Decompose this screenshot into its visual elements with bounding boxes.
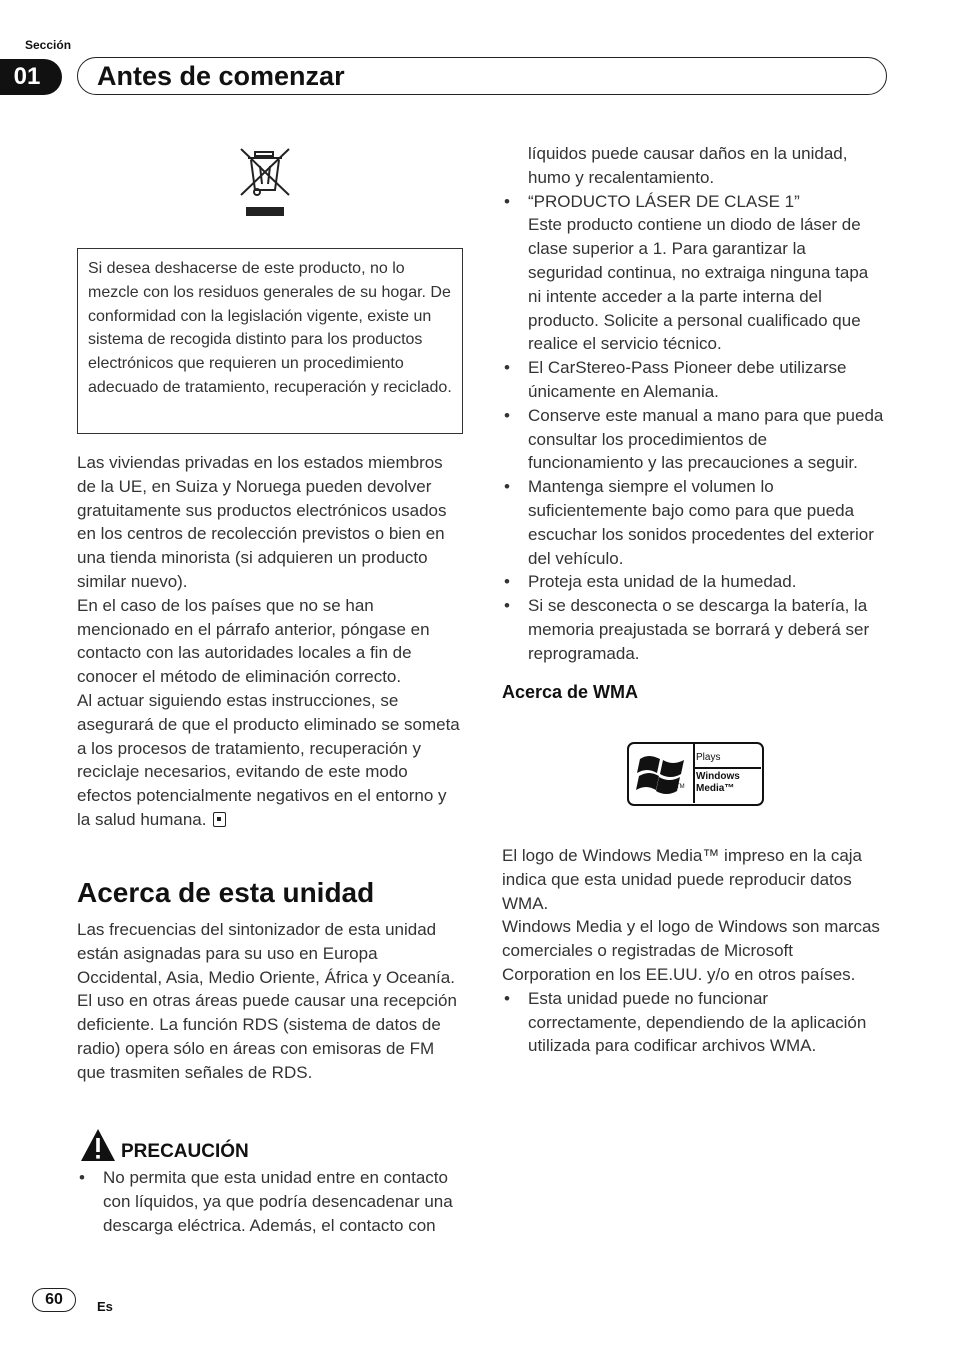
wma-bullet: • Esta unidad puede no funcionar correctamente, dependiendo de la aplicación utilizada para codificar archivos WMA. xyxy=(502,987,886,1058)
notes-list xyxy=(502,190,884,666)
list-item: • Mantenga siempre el volumen lo suficientemente bajo como para que pueda escuchar los sonidos procedentes del exterior del vehículo. xyxy=(502,475,884,570)
recycle-notice-text: Si desea deshacerse de este producto, no lo mezcle con los residuos generales de su hogar. De conformidad con la legislación vigente, existe un sistema de recogida distinto para los productos electrónicos que requieren un procedimiento adecuado de tratamiento, recuperación y reciclado. xyxy=(88,260,452,396)
section-number-badge: 01 xyxy=(0,59,62,95)
caution-block xyxy=(77,1166,467,1237)
weee-crossed-bin-icon xyxy=(238,146,292,218)
wma-paragraph-2: Windows Media y el logo de Windows son marcas comerciales o registradas de Microsoft Corporation en los EE.UU. y/o en otros países. xyxy=(502,917,880,984)
caution-bullet: • No permita que esta unidad entre en contacto con líquidos, ya que podría desencadenar una descarga eléctrica. Además, el contacto con xyxy=(77,1166,467,1237)
disposal-text-block xyxy=(77,451,463,832)
end-mark-icon xyxy=(213,812,226,827)
list-item: • Proteja esta unidad de la humedad. xyxy=(502,570,884,594)
unit-paragraph: Las frecuencias del sintonizador de esta unidad están asignadas para su uso en Europa Occidental, Asia, Medio Oriente, África y Oceanía. El uso en otras áreas puede causar una recepción deficiente. La función RDS (sistema de datos de radio) opera sólo en áreas con emisoras de FM que trasmiten señales de RDS. xyxy=(77,920,457,1082)
logo-media: Media™ xyxy=(696,783,735,794)
wma-text-block xyxy=(502,844,886,1058)
section-label: Sección xyxy=(25,38,72,52)
logo-rule xyxy=(695,767,761,769)
list-item: • El CarStereo-Pass Pioneer debe utilizarse únicamente en Alemania. xyxy=(502,356,884,404)
disposal-paragraph-2: En el caso de los países que no se han mencionado en el párrafo anterior, póngase en contacto con las autoridades locales a fin de conocer el método de eliminación correcto. xyxy=(77,595,430,687)
wma-paragraph-1: El logo de Windows Media™ impreso en la caja indica que esta unidad puede reproducir datos WMA. xyxy=(502,846,863,913)
disposal-paragraph-3-text: Al actuar siguiendo estas instrucciones, se asegurará de que el producto eliminado se someta a los procesos de tratamiento, recuperación y reciclaje necesarios, evitando de este modo efectos potencialmente negativos en el entorno y la salud humana. xyxy=(77,690,460,829)
right-text-block xyxy=(502,142,884,666)
laser-detail: Este producto contiene un diodo de láser de clase superior a 1. Para garantizar la seguridad continua, no extraiga ninguna tapa ni intente acceder a la parte interna del producto. Solicite a personal cualificado que realice el servicio técnico. xyxy=(528,215,869,354)
list-item: • Si se desconecta o se descarga la batería, la memoria preajustada se borrará y deberá ser reprogramada. xyxy=(502,594,884,665)
laser-label: “PRODUCTO LÁSER DE CLASE 1” xyxy=(528,191,800,211)
caution-list xyxy=(77,1166,467,1237)
language-code: Es xyxy=(97,1299,113,1314)
logo-windows: Windows xyxy=(696,771,740,782)
list-item: • Conserve este manual a mano para que pueda consultar los procedimientos de funcionamiento y las precauciones a seguir. xyxy=(502,404,884,475)
list-item xyxy=(502,190,884,357)
logo-divider xyxy=(693,744,695,803)
windows-media-logo xyxy=(627,742,764,806)
logo-plays: Plays xyxy=(696,752,721,763)
section-title: Antes de comenzar xyxy=(97,61,345,91)
disposal-paragraph-1: Las viviendas privadas en los estados miembros de la UE, en Suiza y Noruega pueden devolver gratuitamente sus productos electrónicos usados en los centros de recolección previstos o bien en una tienda minorista (si adquieren un producto similar nuevo). xyxy=(77,453,447,591)
disposal-paragraph-3 xyxy=(77,689,463,832)
wma-heading: Acerca de WMA xyxy=(502,682,639,702)
recycle-notice-box xyxy=(77,248,463,434)
page-number: 60 xyxy=(32,1288,76,1312)
warning-triangle-icon xyxy=(80,1128,116,1162)
caution-continuation: líquidos puede causar daños en la unidad, humo y recalentamiento. xyxy=(528,144,848,187)
wma-list xyxy=(502,987,886,1058)
unit-text-block xyxy=(77,918,463,1085)
windows-flag-icon xyxy=(636,751,688,797)
caution-title: PRECAUCIÓN xyxy=(121,1141,249,1162)
unit-heading: Acerca de esta unidad xyxy=(77,877,375,908)
logo-tm-mark: TM xyxy=(676,784,685,790)
